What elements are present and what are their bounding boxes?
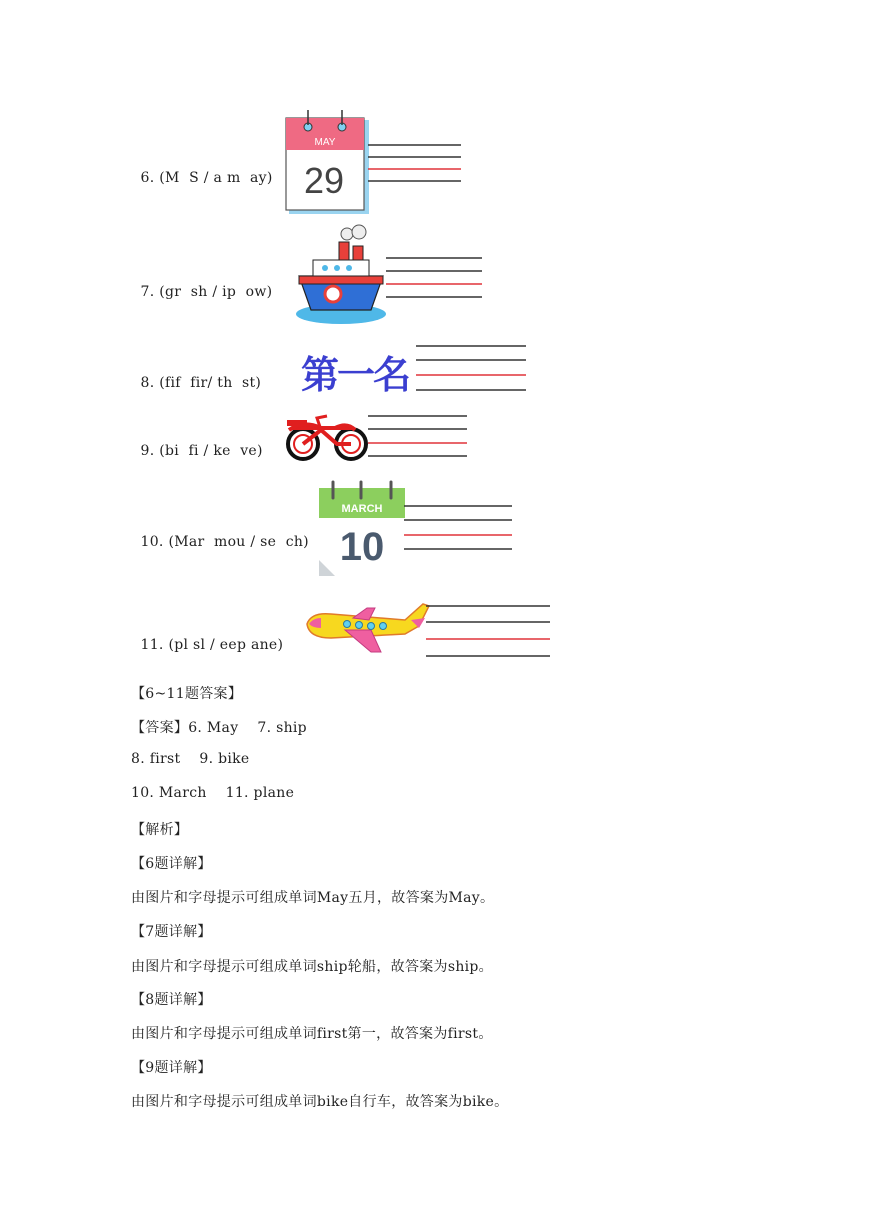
analysis-8-text: 由图片和字母提示可组成单词first第一，故答案为first。 <box>131 1026 493 1042</box>
question-11-label <box>131 621 283 653</box>
question-7-label <box>131 268 272 300</box>
answer-writing-lines-10 <box>404 504 514 554</box>
calendar-may-29-image <box>284 110 372 216</box>
answers-line-3: 10. March 11. plane <box>131 785 295 801</box>
answer-writing-lines-11 <box>426 604 552 660</box>
question-8-label <box>131 359 261 391</box>
letter-hint: (M S / a m ay) <box>159 170 273 186</box>
analysis-heading: 【解析】 <box>131 822 189 838</box>
analysis-9-text: 由图片和字母提示可组成单词bike自行车，故答案为bike。 <box>131 1094 509 1110</box>
letter-hint: (bi fi / ke ve) <box>159 443 263 459</box>
answer-writing-lines-9 <box>368 414 469 460</box>
answer-writing-lines-8 <box>416 344 528 394</box>
letter-hint: (gr sh / ip ow) <box>159 284 273 300</box>
life-ring <box>325 286 341 302</box>
answer-writing-lines-6 <box>368 143 463 185</box>
question-number: 8. <box>140 375 155 391</box>
answer-writing-lines-7 <box>386 256 484 300</box>
question-9-label <box>131 427 263 459</box>
calendar-march-10-image <box>317 480 409 578</box>
question-6-label <box>131 154 273 186</box>
calendar-month-text: MAY <box>314 137 336 148</box>
analysis-8-title: 【8题详解】 <box>131 992 212 1008</box>
analysis-6-text: 由图片和字母提示可组成单词May五月，故答案为May。 <box>131 890 495 906</box>
ship-image <box>291 224 391 328</box>
calendar-month-text: MARCH <box>341 503 383 515</box>
analysis-9-title: 【9题详解】 <box>131 1060 212 1076</box>
ship-cabin <box>313 260 369 276</box>
calendar-day-text: 10 <box>339 525 385 569</box>
analysis-6-title: 【6题详解】 <box>131 856 212 872</box>
letter-hint: (Mar mou / se ch) <box>168 534 309 550</box>
airplane-image <box>301 600 431 656</box>
letter-hint: (fif fir/ th st) <box>159 375 262 391</box>
question-number: 6. <box>140 170 155 186</box>
analysis-7-text: 由图片和字母提示可组成单词ship轮船，故答案为ship。 <box>131 959 493 975</box>
calendar-day-text: 29 <box>303 160 345 201</box>
answers-heading: 【6~11题答案】 <box>131 686 243 702</box>
question-number: 7. <box>140 284 155 300</box>
answers-line-2: 8. first 9. bike <box>131 751 250 767</box>
question-number: 9. <box>140 443 155 459</box>
bicycle-image <box>285 408 370 464</box>
first-place-text-image: 第一名 <box>301 353 410 397</box>
question-10-label <box>131 518 309 550</box>
answers-line-1: 【答案】6. May 7. ship <box>131 720 307 736</box>
question-number: 11. <box>140 637 164 653</box>
question-number: 10. <box>140 534 164 550</box>
analysis-7-title: 【7题详解】 <box>131 924 212 940</box>
letter-hint: (pl sl / eep ane) <box>168 637 284 653</box>
